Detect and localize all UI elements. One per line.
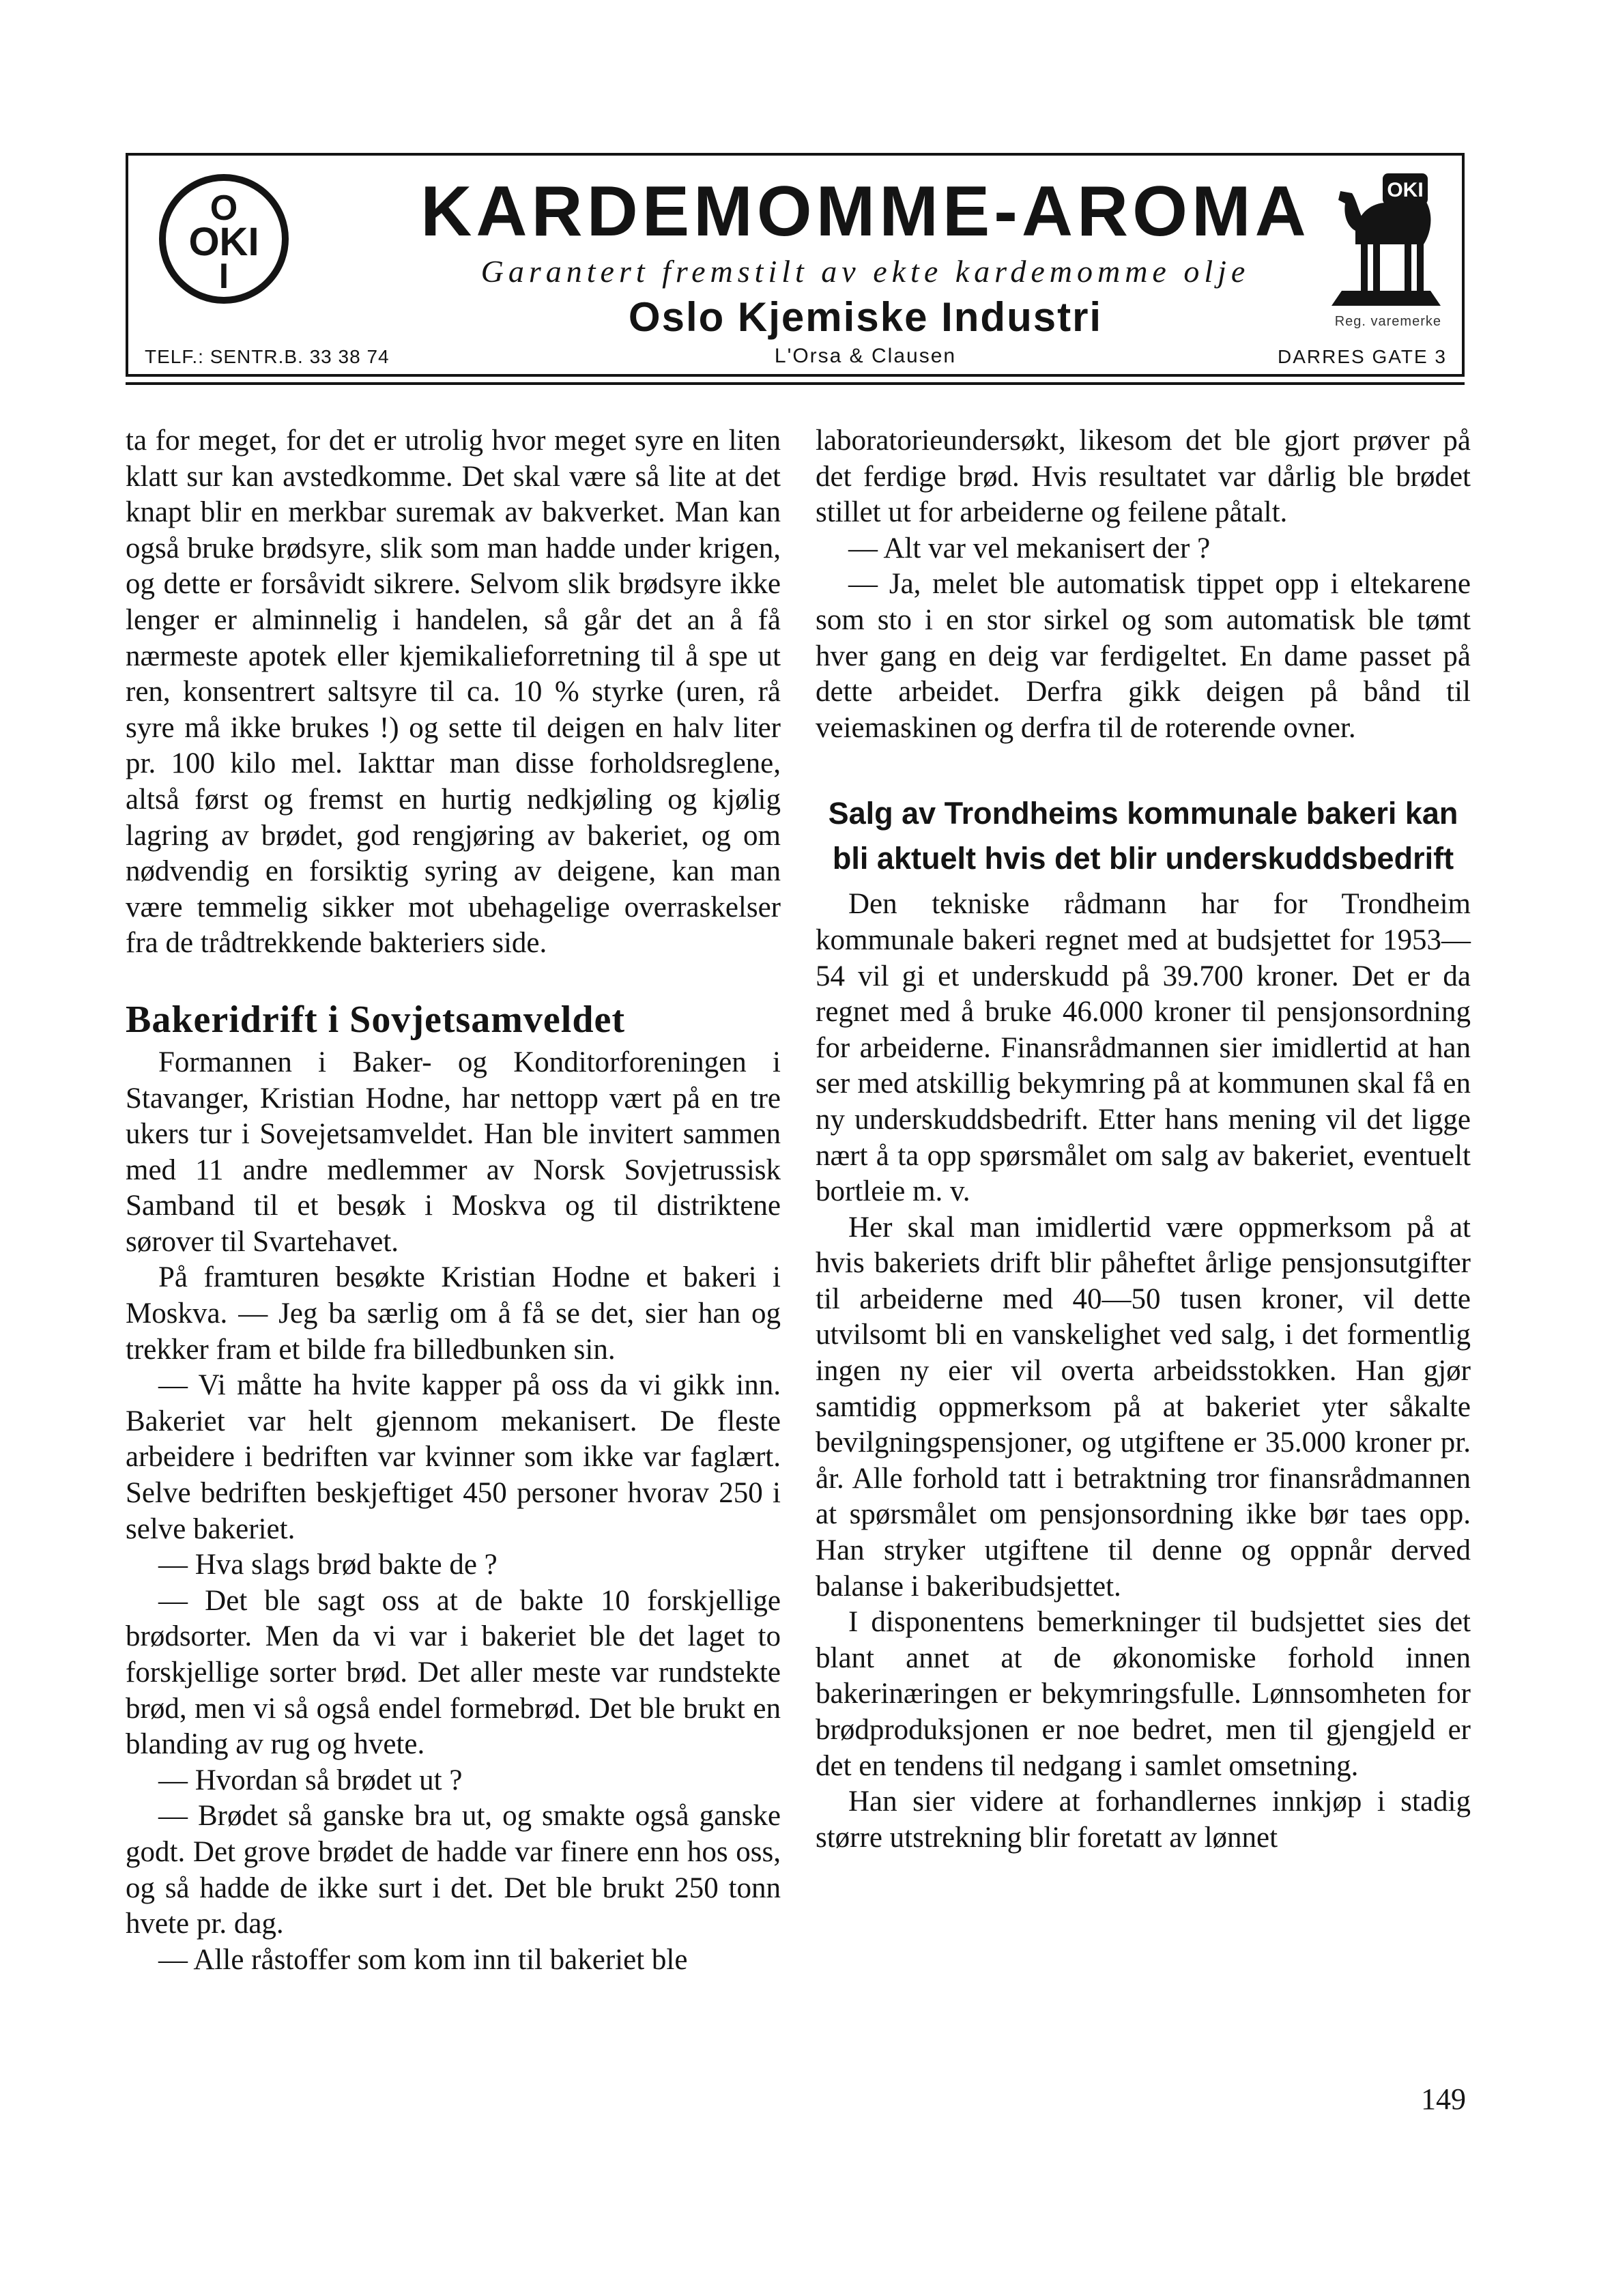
article-heading-sovjet: Bakeridrift i Sovjetsamveldet — [126, 998, 625, 1041]
advertisement-box — [126, 153, 1465, 377]
dialogue-paragraph: — Hva slags brød bakte de ? — [158, 1549, 498, 1581]
page-number: 149 — [1421, 2082, 1466, 2116]
dialogue-paragraph: — Ja, melet ble automatisk tippet opp i eltekarene som sto i en stor sirkel og som automatisk ble tømt hver gang en deig var ferdigeltet. En dame passet på dette arbeidet. Derfra gikk deigen på bånd til veiemaskinen og derfra til de roterende ovner. — [816, 568, 1471, 744]
camel-trademark-icon — [1328, 169, 1444, 309]
ad-phone: TELF.: SENTR.B. 33 38 74 — [145, 346, 390, 367]
oki-logo — [156, 171, 292, 307]
article-paragraph: På framturen besøkte Kristian Hodne et bakeri i Moskva. — Jeg ba særlig om å få se det, sier han og trekker fram et bilde fra billedbunken sin. — [126, 1261, 781, 1366]
left-column — [126, 423, 781, 1978]
dialogue-paragraph: — Brødet så ganske bra ut, og smakte også ganske godt. Det grove brødet de hadde var finere enn hos oss, og så hadde de ikke surt i det. Det ble brukt 250 tonn hvete pr. dag. — [126, 1800, 781, 1940]
right-column — [816, 423, 1471, 1856]
article-paragraph: Han sier videre at forhandlernes innkjøp i stadig større utstrekning blir foretatt av lønnet — [816, 1785, 1471, 1854]
article-paragraph: Her skal man imidlertid være oppmerksom på at hvis bakeriets drift blir påheftet årlige pensjonsutgifter til arbeiderne med 40—50 tusen kroner, vil dette utvilsomt bli en vanskelighet ved salg, i det formentlig ingen ny eier vil overta arbeidsstokken. Han gjør samtidig oppmerksom på at bakeriet yter såkalte bevilgningspensjoner, og utgiftene er 35.000 kroner pr. år. Alle forhold tatt i betraktning tror finansrådmannen at spørsmålet om pensjonsordning ikke bør taes opp. Han stryker utgiftene til denne og oppnår derved balanse i bakeribudsjettet. — [816, 1211, 1471, 1603]
ad-headline: KARDEMOMME-AROMA — [420, 172, 1310, 251]
dialogue-paragraph: — Vi måtte ha hvite kapper på oss da vi gikk inn. Bakeriet var helt gjennom mekanisert. De fleste arbeidere i bedriften var kvinner som ikke var faglært. Selve bedriften beskjeftiget 450 personer hvorav 250 i selve bakeriet. — [126, 1369, 781, 1545]
article-paragraph: Formannen i Baker- og Konditorforeningen i Stavanger, Kristian Hodne, har nettopp vært på en tre ukers tur i Sovejetsamveldet. Han ble invitert sammen med 11 andre medlemmer av Norsk Sovjetrussisk Samband til et besøk i Moskva og til distriktene sørover til Svartehavet. — [126, 1046, 781, 1258]
logo-bottom-letter: I — [218, 257, 229, 296]
ad-tagline: Garantert fremstilt av ekte kardemomme olje — [480, 254, 1250, 289]
continued-paragraph: laboratorieundersøkt, likesom det ble gjort prøver på det ferdige brød. Hvis resultatet var dårlig ble brødet stillet ut for arbeiderne og feilene påtalt. — [816, 425, 1471, 529]
ad-address: DARRES GATE 3 — [1278, 346, 1447, 367]
dialogue-paragraph: — Alle råstoffer som kom inn til bakeriet ble — [158, 1943, 688, 1976]
logo-top-letter: O — [210, 188, 238, 228]
article-heading-trondheim: Salg av Trondheims kommunale bakeri kan bli aktuelt hvis det blir underskuddsbedrift — [828, 796, 1458, 876]
article-paragraph: I disponentens bemerkninger til budsjettet sies det blant annet at de økonomiske forhold innen bakerinæringen er bekymringsfulle. Lønnsomheten for brødproduksjonen er noe bedret, men til gjengjeld er det en tendens til nedgang i samlet omsetning. — [816, 1606, 1471, 1782]
continued-paragraph: ta for meget, for det er utrolig hvor meget syre en liten klatt sur kan avstedkomme. Det skal være så lite at det knapt blir en merkbar suremak av bakverket. Man kan også bruke brødsyre, slik som man hadde under krigen, og dette er forsåvidt sikrere. Selvom slik brødsyre ikke lenger er alminnelig i handelen, så går det an å få nærmeste apotek eller kjemikalieforretning til å spe ut ren, konsentrert saltsyre til ca. 10 % styrke (uren, rå syre må ikke brukes !) og sette til deigen en halv liter pr. 100 kilo mel. Iakttar man disse forholdsreglene, altså først og fremst en hurtig nedkjøling og kjølig lagring av brødet, god rengjøring av bakeriet, og om nødvendig en forsiktig syring av deigene, kan man være temmelig sikker mot ubehagelige overraskelser fra de trådtrekkende bakteriers side. — [126, 425, 781, 960]
ad-trademark-note: Reg. varemerke — [1334, 314, 1441, 329]
dialogue-paragraph: — Hvordan så brødet ut ? — [158, 1764, 463, 1796]
camel-badge-text: OKI — [1387, 179, 1424, 201]
ad-company-name: Oslo Kjemiske Industri — [628, 294, 1103, 340]
article-paragraph: Den tekniske rådmann har for Trondheim kommunale bakeri regnet med at budsjettet for 1953—54 vil gi et underskudd på 39.700 kroner. Det er da regnet med å bruke 46.000 kroner til pensjonsordning for arbeiderne. Finansrådmannen sier imidlertid at han ser med atskillig bekymring på at kommunen skal få en ny underskuddsbedrift. Etter hans mening vil det ligge nært å ta opp spørsmålet om salg av bakeriet, eventuelt bortleie m. v. — [816, 888, 1471, 1208]
ad-bottom-rule — [126, 382, 1465, 385]
logo-middle-text: OKI — [188, 220, 259, 264]
dialogue-paragraph: — Alt var vel mekanisert der ? — [848, 532, 1211, 564]
dialogue-paragraph: — Det ble sagt oss at de bakte 10 forskjellige brødsorter. Men da vi var i bakeriet ble det laget to forskjellige sorter brød. Det aller meste var rundstekte brød, men vi så også endel formebrød. Det ble brukt en blanding av rug og hvete. — [126, 1584, 781, 1761]
ad-owner: L'Orsa & Clausen — [774, 345, 957, 367]
